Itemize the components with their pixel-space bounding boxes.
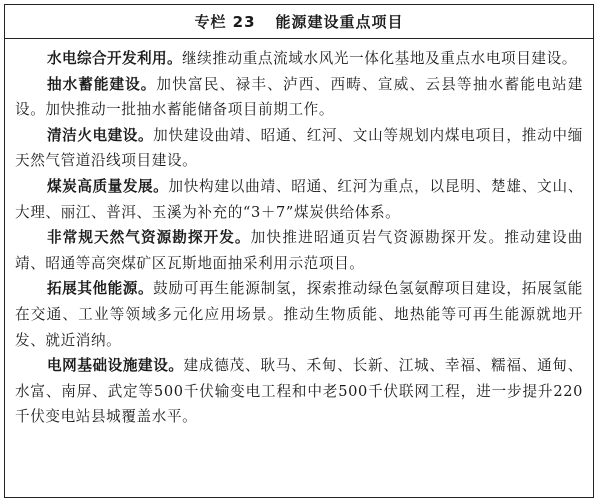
project-item-thermal-power (15, 123, 583, 174)
project-item-power-grid (15, 353, 583, 430)
column-number: 专栏 23 (194, 13, 256, 31)
item-text: 继续推动重点流域水风光一体化基地及重点水电项目建设。 (181, 50, 577, 67)
item-term: 煤炭高质量发展。 (47, 177, 169, 195)
column-box (4, 4, 594, 498)
item-text: 加快构建以曲靖、昭通、红河为重点，以昆明、楚雄、文山、大理、丽江、普洱、玉溪为补充的“3＋7”煤炭供给体系。 (15, 177, 584, 221)
item-text: 建成德茂、耿马、禾甸、长新、江城、幸福、糯福、通甸、水富、南屏、武定等500千伏输变电工程和中老500千伏联网工程，进一步提升220千伏变电站县城覆盖水平。 (15, 357, 583, 426)
project-item-coal (15, 174, 583, 225)
item-text: 加快推进昭通页岩气资源勘探开发。推动建设曲靖、昭通等高突煤矿区瓦斯地面抽采利用示范项目。 (15, 229, 583, 272)
item-text: 加快富民、禄丰、泸西、西畴、宣威、云县等抽水蓄能电站建设。加快推动一批抽水蓄能储备项目前期工作。 (15, 75, 583, 119)
item-text: 鼓励可再生能源制氢，探索推动绿色氢氨醇项目建设，拓展氢能在交通、工业等领域多元化应用场景。推动生物质能、地热能等可再生能源就地开发、就近消纳。 (15, 280, 583, 349)
project-item-pumped-storage (15, 72, 583, 123)
item-term: 水电综合开发利用。 (47, 50, 182, 67)
project-item-unconventional-gas (15, 225, 583, 276)
item-term: 电网基础设施建设。 (47, 357, 184, 375)
item-text: 加快建设曲靖、昭通、红河、文山等规划内煤电项目，推动中缅天然气管道沿线项目建设。 (15, 126, 583, 170)
column-content (5, 39, 593, 430)
item-term: 非常规天然气资源勘探开发。 (47, 229, 251, 247)
item-term: 清洁火电建设。 (47, 126, 154, 144)
item-term: 拓展其他能源。 (47, 280, 154, 298)
project-item-other-energy (15, 276, 583, 353)
column-header (5, 5, 593, 39)
item-term: 抽水蓄能建设。 (47, 75, 157, 93)
column-title: 能源建设重点项目 (275, 13, 404, 31)
project-item-hydropower (15, 46, 583, 72)
